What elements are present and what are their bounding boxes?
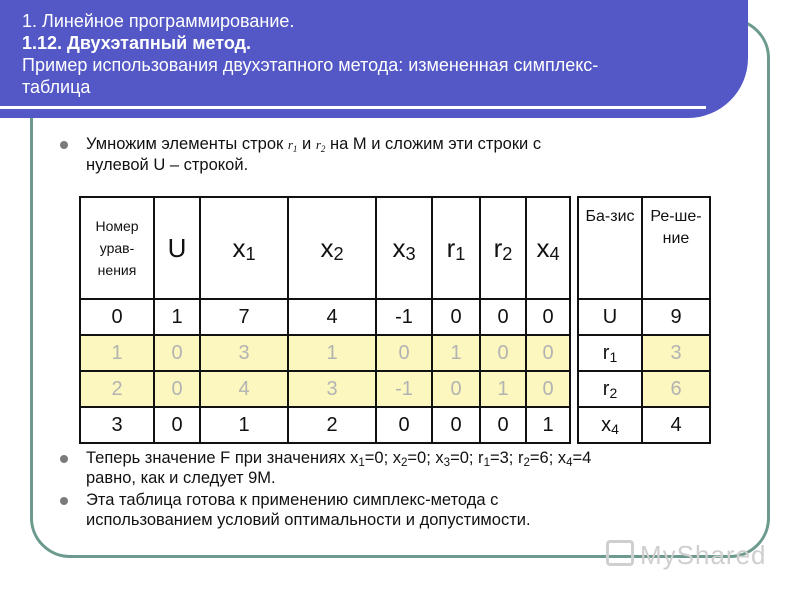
- cell-r1: 0: [432, 299, 480, 335]
- cell-basis-letter: U: [602, 305, 618, 328]
- header-line-2: 1.12. Двухэтапный метод.: [22, 33, 252, 53]
- cell-r2: 0: [480, 299, 526, 335]
- header-solution: [642, 197, 710, 299]
- b3-line1: Эта таблица готова к применению симплекс-метода с: [86, 491, 499, 509]
- table-row: [80, 299, 710, 335]
- header-x4-sub: 4: [549, 243, 560, 264]
- table-row: [80, 407, 710, 443]
- header-r2-letter: r: [493, 232, 503, 263]
- r2-subscript: 2: [320, 144, 326, 154]
- cell-u: 0: [154, 335, 200, 371]
- simplex-table: [79, 196, 711, 444]
- header-x1: [200, 197, 288, 299]
- cell-basis-sub: 1: [609, 348, 618, 365]
- cell-x4: 0: [526, 335, 570, 371]
- table-gap: [570, 197, 578, 299]
- bullet-multiply-line2: нулевой U – строкой.: [86, 156, 249, 174]
- header-x1-letter: x: [232, 232, 246, 263]
- r1-letter: r: [287, 137, 293, 152]
- cell-x2: 1: [288, 335, 376, 371]
- header-r1-sub: 1: [455, 243, 466, 264]
- b2-s6: 4: [566, 457, 573, 469]
- cell-x2: 4: [288, 299, 376, 335]
- cell-basis: [578, 335, 642, 371]
- cell-solution: 6: [642, 371, 710, 407]
- header-x1-sub: 1: [245, 243, 256, 264]
- bullet-dot-icon: [60, 455, 68, 463]
- header-solution-text: Ре-ше-ние: [650, 208, 702, 247]
- cell-r2: 0: [480, 335, 526, 371]
- header-line-1: 1. Линейное программирование.: [22, 11, 295, 31]
- cell-basis-letter: r: [602, 341, 610, 364]
- r2-symbol: [316, 137, 326, 152]
- cell-x1: 1: [200, 407, 288, 443]
- bullet-dot-icon: [60, 141, 68, 149]
- header-r1-letter: r: [446, 232, 456, 263]
- b2-s1: 1: [358, 457, 365, 469]
- cell-eq: 0: [80, 299, 154, 335]
- cell-x3: 0: [376, 335, 432, 371]
- cell-x2: 3: [288, 371, 376, 407]
- cell-x4: 0: [526, 371, 570, 407]
- cell-x3: 0: [376, 407, 432, 443]
- bullet-multiply-text: [86, 134, 541, 175]
- b2-p1: Теперь значение F при значениях x: [86, 449, 359, 467]
- b2-s4: 1: [483, 457, 490, 469]
- header-x4-letter: x: [536, 232, 550, 263]
- header-x3-letter: x: [392, 232, 406, 263]
- cell-r1: 1: [432, 335, 480, 371]
- b2-s2: 2: [401, 457, 408, 469]
- cell-basis-sub: 4: [611, 420, 619, 437]
- header-line-4: таблица: [22, 77, 91, 97]
- cell-u: 0: [154, 407, 200, 443]
- watermark-logo-icon: [606, 540, 634, 566]
- header-x2-letter: x: [320, 232, 334, 263]
- b2-p6: =6; x: [529, 449, 567, 467]
- table-gap: [570, 371, 578, 407]
- cell-basis-sub: 2: [609, 384, 618, 401]
- header-x2: [288, 197, 376, 299]
- header-x3: [376, 197, 432, 299]
- b2-p3: =0; x: [407, 449, 444, 467]
- cell-solution: 4: [642, 407, 710, 443]
- header-eq-number: [80, 197, 154, 299]
- table-gap: [570, 299, 578, 335]
- slide-header: [0, 0, 748, 118]
- bullet-table-ready: [62, 490, 531, 530]
- header-r1: [432, 197, 480, 299]
- r1-symbol: [288, 137, 298, 152]
- cell-x1: 3: [200, 335, 288, 371]
- b3-line2: использованием условий оптимальности и допустимости.: [86, 511, 531, 529]
- cell-x1: 7: [200, 299, 288, 335]
- cell-basis: [578, 371, 642, 407]
- cell-x4: 1: [526, 407, 570, 443]
- header-basis: [578, 197, 642, 299]
- cell-x1: 4: [200, 371, 288, 407]
- cell-r1: 0: [432, 371, 480, 407]
- cell-basis-letter: x: [601, 413, 612, 436]
- cell-basis-letter: r: [602, 377, 610, 400]
- bullet-value-f: [62, 448, 592, 488]
- header-x4: [526, 197, 570, 299]
- header-basis-text: Ба-зис: [585, 208, 635, 225]
- header-underline: [0, 106, 706, 109]
- table-row: [80, 371, 710, 407]
- table-row: [80, 335, 710, 371]
- bullet-value-f-text: [86, 448, 591, 488]
- header-eq-number-text: Номер урав-нения: [95, 218, 139, 278]
- cell-x2: 2: [288, 407, 376, 443]
- cell-basis: [578, 299, 642, 335]
- cell-x3: -1: [376, 371, 432, 407]
- watermark: MyShared: [640, 540, 767, 570]
- cell-r2: 0: [480, 407, 526, 443]
- bullet-multiply-part1: Умножим элементы строк: [86, 135, 288, 153]
- cell-x4: 0: [526, 299, 570, 335]
- bullet-dot-icon: [60, 497, 68, 505]
- bullet-multiply-and: и: [297, 135, 316, 153]
- b2-p5: =3; r: [489, 449, 524, 467]
- bullet-multiply-part2: на М и сложим эти строки с: [325, 135, 542, 153]
- cell-r2: 1: [480, 371, 526, 407]
- bullet-multiply: [62, 134, 542, 175]
- cell-eq: 2: [80, 371, 154, 407]
- cell-x3: -1: [376, 299, 432, 335]
- cell-eq: 3: [80, 407, 154, 443]
- header-r2-sub: 2: [502, 243, 513, 264]
- header-line-3: Пример использования двухэтапного метода: измененная симплекс-: [22, 55, 599, 75]
- b2-p7: =4: [572, 449, 592, 467]
- b2-s5: 2: [523, 457, 530, 469]
- table-gap: [570, 335, 578, 371]
- header-u: U: [154, 197, 200, 299]
- cell-eq: 1: [80, 335, 154, 371]
- b2-p2: =0; x: [364, 449, 401, 467]
- header-r2: [480, 197, 526, 299]
- table-gap: [570, 407, 578, 443]
- bullet-table-ready-text: [86, 490, 531, 530]
- cell-solution: 3: [642, 335, 710, 371]
- b2-s3: 3: [443, 457, 451, 469]
- r2-letter: r: [315, 137, 321, 152]
- cell-basis: [578, 407, 642, 443]
- cell-u: 1: [154, 299, 200, 335]
- cell-r1: 0: [432, 407, 480, 443]
- cell-u: 0: [154, 371, 200, 407]
- cell-solution: 9: [642, 299, 710, 335]
- table-header-row: [80, 197, 710, 299]
- r1-subscript: 1: [292, 144, 298, 154]
- header-x2-sub: 2: [333, 243, 344, 264]
- header-x3-sub: 3: [405, 243, 416, 264]
- b2-p4: =0; r: [450, 449, 484, 467]
- b2-line2: равно, как и следует 9М.: [86, 469, 276, 487]
